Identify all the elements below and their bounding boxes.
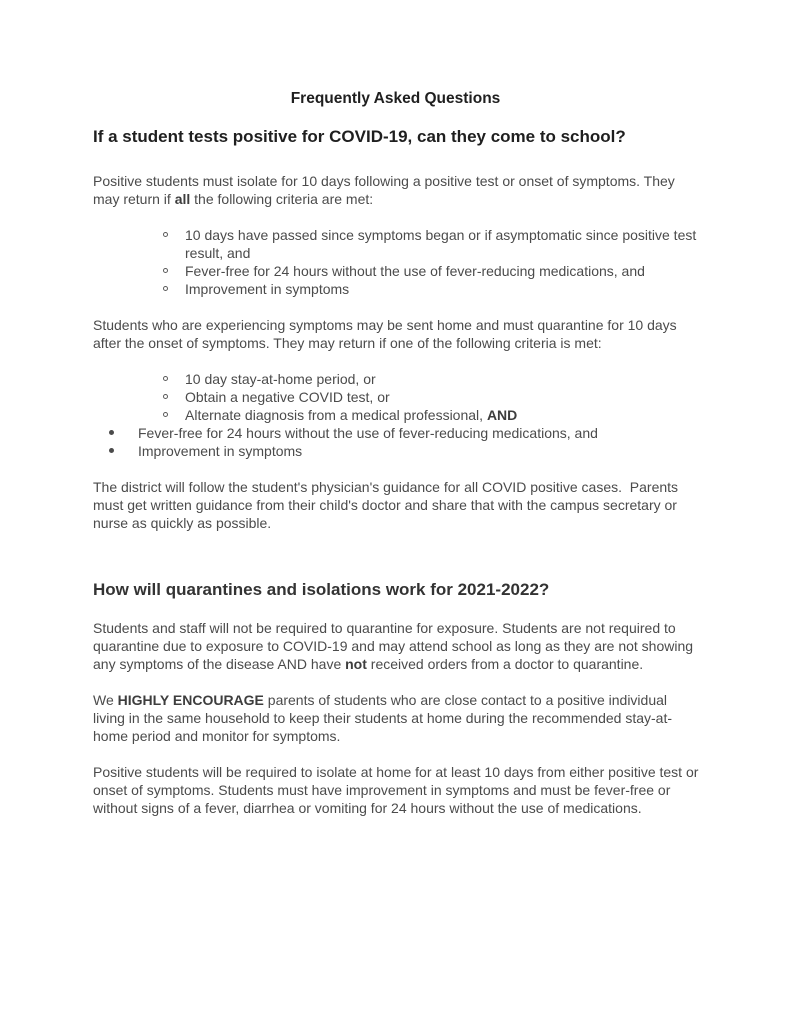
faq-title: Frequently Asked Questions <box>290 90 501 107</box>
circle-bullet-icon <box>163 286 168 291</box>
para-positive-isolate-duration: Positive students will be required to isolate at home for at least 10 days from either positive test or onset of symptoms. Students must have improvement in symptoms and must be fever-free or without signs of a fever, diarrhea or vomiting for 24 hours without the use of medications. <box>93 764 703 816</box>
list-item-text: Alternate diagnosis from a medical professional, <box>185 407 487 423</box>
text-run-bold: AND <box>486 407 518 423</box>
circle-bullet-icon <box>163 376 168 381</box>
circle-bullet-icon <box>163 394 168 399</box>
disc-bullet-icon <box>109 448 114 453</box>
list-item <box>93 406 707 424</box>
list-item-text: Fever-free for 24 hours without the use of fever-reducing medications, and <box>185 263 645 279</box>
list-item <box>93 388 707 406</box>
text-run: Students and staff will not be required to quarantine for exposure. Students are not required to quarantine due to exposure to COVID-19 and may attend school as long as they are not showing any symptoms of the disease AND have <box>93 620 697 672</box>
list-item <box>93 370 707 388</box>
text-run: Positive students must isolate for 10 days following a positive test or onset of symptoms. They may return if <box>93 173 679 207</box>
list-item <box>93 226 707 262</box>
text-run-bold: not <box>345 656 367 672</box>
question-1-heading: If a student tests positive for COVID-19, can they come to school? <box>93 127 626 146</box>
list-item <box>93 424 707 442</box>
positive-return-criteria-list <box>93 226 701 298</box>
para-highly-encourage <box>93 691 701 745</box>
list-item-text: Improvement in symptoms <box>138 443 303 459</box>
section-quarantine-2021-2022 <box>93 579 703 817</box>
text-run: received orders from a doctor to quarantine. <box>366 656 644 672</box>
list-item <box>93 280 707 298</box>
para-exposure-quarantine <box>93 619 701 673</box>
para-symptomatic-quarantine: Students who are experiencing symptoms may be sent home and must quarantine for 10 days after the onset of symptoms. They may return if one of the following criteria is met: <box>93 317 681 351</box>
list-item <box>93 262 707 280</box>
circle-bullet-icon <box>163 412 168 417</box>
symptomatic-return-criteria-list <box>93 370 698 460</box>
disc-bullet-icon <box>109 430 114 435</box>
circle-bullet-icon <box>163 232 168 237</box>
text-run: the following criteria are met: <box>190 191 374 207</box>
list-item <box>93 442 707 460</box>
list-item-text: 10 days have passed since symptoms began or if asymptomatic since positive test result, and <box>185 227 701 261</box>
list-item-text: 10 day stay-at-home period, or <box>185 371 376 387</box>
section-positive-test <box>93 126 701 532</box>
text-run: parents of students who are close contact to a positive individual living in the same household to keep their students at home during the recommended stay-at-home period and monitor for symptoms. <box>93 692 672 744</box>
circle-bullet-icon <box>163 268 168 273</box>
text-run-bold: all <box>174 191 191 207</box>
list-item-text: Improvement in symptoms <box>185 281 350 297</box>
text-run: We <box>93 692 118 708</box>
list-item-text: Obtain a negative COVID test, or <box>185 389 390 405</box>
text-run-bold: HIGHLY ENCOURAGE <box>117 692 264 708</box>
para-district-guidance: The district will follow the student's physician's guidance for all COVID positive cases. Parents must get written guidance from their child's doctor and share that with the campus secretary or nurse as quickly as possible. <box>93 479 682 531</box>
para-positive-isolate <box>93 172 701 208</box>
question-2-heading: How will quarantines and isolations work for 2021-2022? <box>93 580 550 599</box>
list-item-text: Fever-free for 24 hours without the use of fever-reducing medications, and <box>138 425 598 441</box>
